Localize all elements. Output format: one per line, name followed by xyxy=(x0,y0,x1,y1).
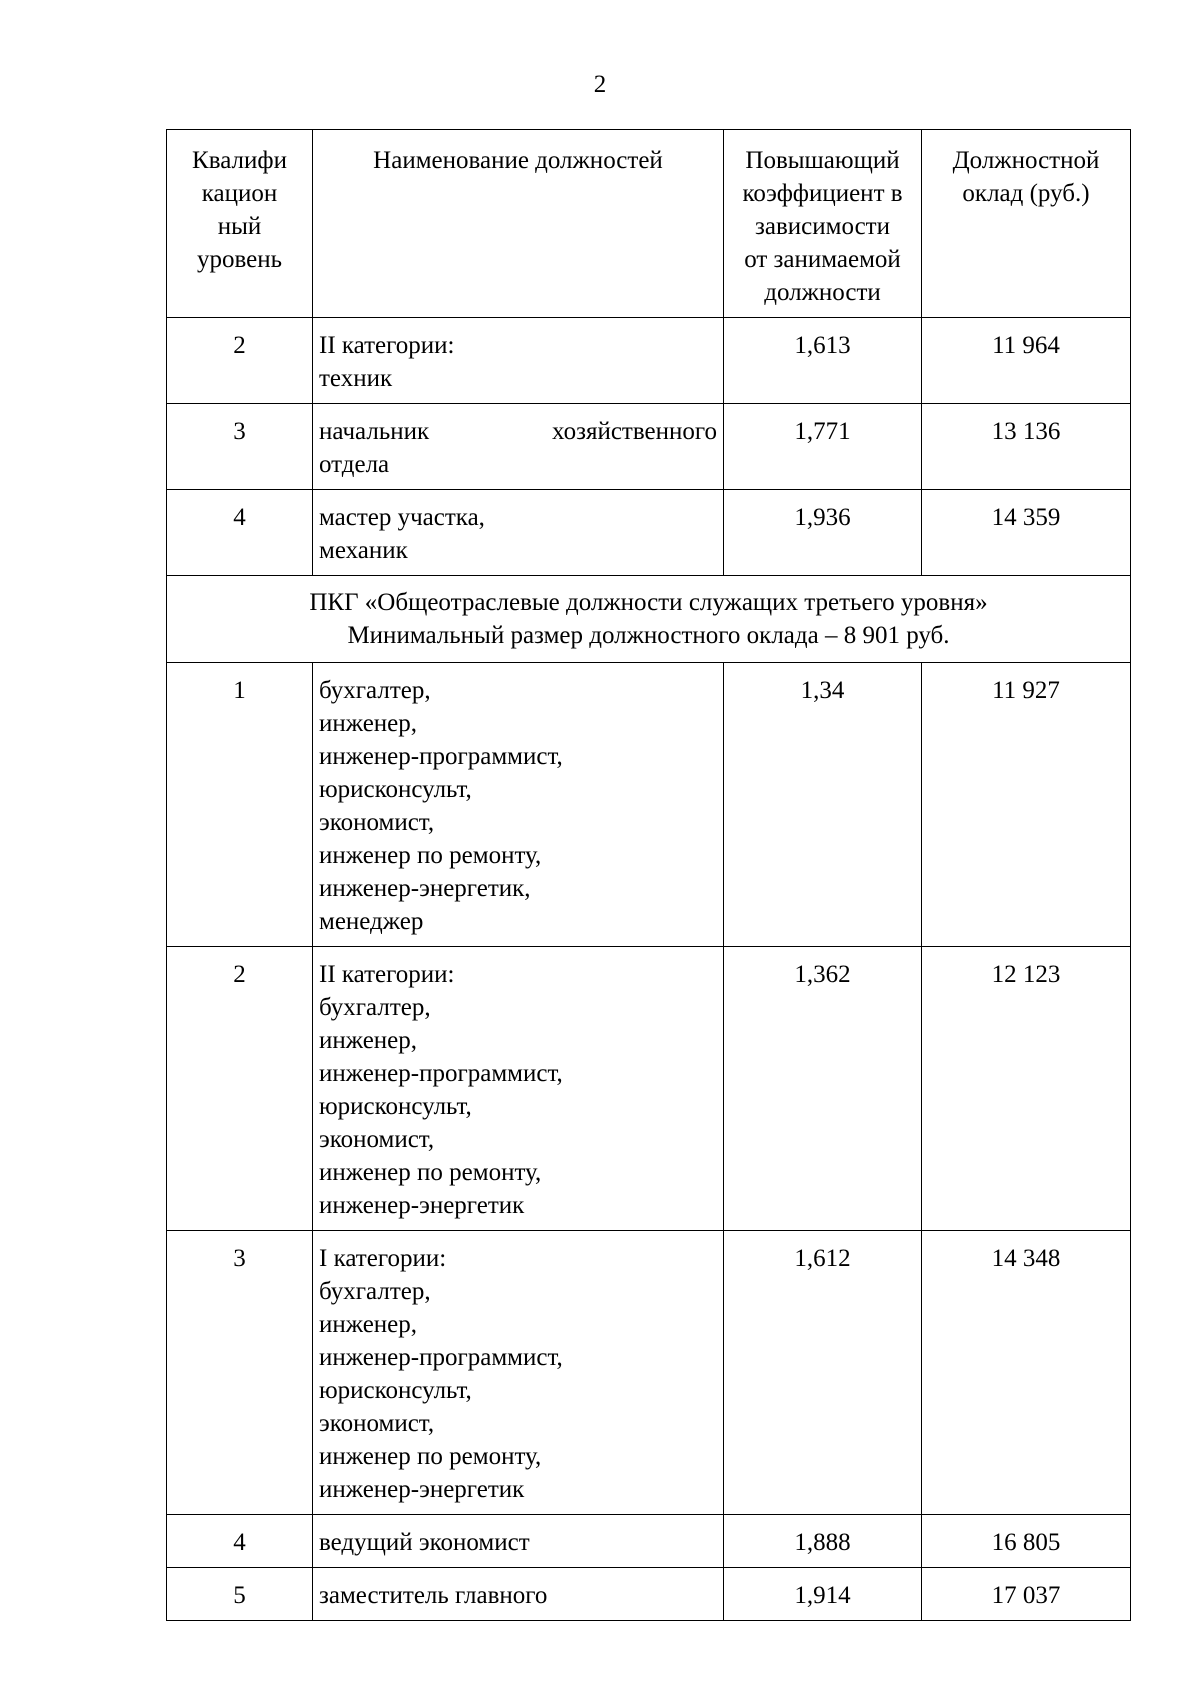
position-line: бухгалтер, xyxy=(319,677,431,704)
position-line: II категории: xyxy=(319,961,455,988)
section-subtitle: Минимальный размер должностного оклада – 8 901 руб. xyxy=(347,622,950,649)
position-line: инженер по ремонту, xyxy=(319,842,542,869)
coefficient-cell: 1,888 xyxy=(724,1515,922,1568)
position-cell xyxy=(313,490,724,576)
section-heading xyxy=(167,576,1131,663)
position-line: инженер-энергетик xyxy=(319,1476,525,1503)
position-line: инженер-программист, xyxy=(319,743,563,770)
table-header-row xyxy=(167,130,1131,318)
level-cell: 3 xyxy=(167,404,313,490)
position-line: I категории: xyxy=(319,1245,447,1272)
table-row xyxy=(167,663,1131,947)
position-line: инженер, xyxy=(319,1027,418,1054)
position-cell xyxy=(313,404,724,490)
table-row xyxy=(167,1568,1131,1621)
coefficient-cell: 1,613 xyxy=(724,318,922,404)
level-cell: 4 xyxy=(167,490,313,576)
header-coefficient-line: Повышающий xyxy=(745,147,900,174)
header-coefficient-line: коэффициент в xyxy=(742,180,903,207)
salary-cell: 12 123 xyxy=(922,947,1131,1231)
header-level-line: Квалифи xyxy=(192,147,287,174)
position-line: инженер-энергетик xyxy=(319,1192,525,1219)
salary-table xyxy=(166,129,1131,1621)
page-number: 2 xyxy=(593,71,607,98)
section-row xyxy=(167,576,1131,663)
coefficient-cell: 1,936 xyxy=(724,490,922,576)
level-cell: 5 xyxy=(167,1568,313,1621)
level-cell: 2 xyxy=(167,947,313,1231)
position-line: юрисконсульт, xyxy=(319,1377,472,1404)
header-position xyxy=(313,130,724,318)
position-cell xyxy=(313,947,724,1231)
position-line: инженер по ремонту, xyxy=(319,1443,542,1470)
position-cell xyxy=(313,318,724,404)
header-coefficient-line: зависимости xyxy=(755,213,890,240)
position-line: инженер, xyxy=(319,1311,418,1338)
coefficient-cell: 1,612 xyxy=(724,1231,922,1515)
header-level-line: кацион xyxy=(201,180,278,207)
salary-cell: 16 805 xyxy=(922,1515,1131,1568)
level-cell: 4 xyxy=(167,1515,313,1568)
table-row xyxy=(167,404,1131,490)
position-line: экономист, xyxy=(319,1410,435,1437)
position-line: ведущий экономист xyxy=(319,1529,530,1556)
position-line: инженер по ремонту, xyxy=(319,1159,542,1186)
salary-cell: 14 348 xyxy=(922,1231,1131,1515)
salary-cell: 11 964 xyxy=(922,318,1131,404)
coefficient-cell: 1,34 xyxy=(724,663,922,947)
position-line: инженер-энергетик, xyxy=(319,875,531,902)
position-line: юрисконсульт, xyxy=(319,776,472,803)
position-line: экономист, xyxy=(319,809,435,836)
salary-cell: 17 037 xyxy=(922,1568,1131,1621)
position-line: II категории: xyxy=(319,332,455,359)
header-level-line: уровень xyxy=(196,246,283,273)
position-line: бухгалтер, xyxy=(319,994,431,1021)
level-cell: 3 xyxy=(167,1231,313,1515)
position-cell xyxy=(313,1568,724,1621)
header-salary xyxy=(922,130,1131,318)
salary-cell: 13 136 xyxy=(922,404,1131,490)
table-row xyxy=(167,318,1131,404)
position-line: мастер участка, xyxy=(319,504,485,531)
header-coefficient xyxy=(724,130,922,318)
position-line: менеджер xyxy=(319,908,424,935)
table-row xyxy=(167,947,1131,1231)
table-row xyxy=(167,1515,1131,1568)
position-cell xyxy=(313,1231,724,1515)
level-cell: 2 xyxy=(167,318,313,404)
position-line: юрисконсульт, xyxy=(319,1093,472,1120)
position-line: заместитель главного xyxy=(319,1582,548,1609)
header-coefficient-line: должности xyxy=(764,279,881,306)
header-salary-line: Должностной xyxy=(952,147,1100,174)
position-line: инженер, xyxy=(319,710,418,737)
header-position-line: Наименование должностей xyxy=(373,147,663,174)
header-salary-line: оклад (руб.) xyxy=(962,180,1090,207)
coefficient-cell: 1,362 xyxy=(724,947,922,1231)
position-line: начальник хозяйственного xyxy=(319,418,717,445)
table-row xyxy=(167,1231,1131,1515)
position-cell xyxy=(313,1515,724,1568)
position-line: отдела xyxy=(319,451,390,478)
salary-cell: 11 927 xyxy=(922,663,1131,947)
coefficient-cell: 1,771 xyxy=(724,404,922,490)
table-row xyxy=(167,490,1131,576)
level-cell: 1 xyxy=(167,663,313,947)
position-line: инженер-программист, xyxy=(319,1060,563,1087)
position-line: бухгалтер, xyxy=(319,1278,431,1305)
position-line: техник xyxy=(319,365,393,392)
header-coefficient-line: от занимаемой xyxy=(744,246,901,273)
salary-cell: 14 359 xyxy=(922,490,1131,576)
position-line: инженер-программист, xyxy=(319,1344,563,1371)
header-level xyxy=(167,130,313,318)
header-level-line: ный xyxy=(217,213,262,240)
position-line: экономист, xyxy=(319,1126,435,1153)
section-title: ПКГ «Общеотраслевые должности служащих третьего уровня» xyxy=(309,589,988,616)
position-cell xyxy=(313,663,724,947)
position-line: механик xyxy=(319,537,408,564)
coefficient-cell: 1,914 xyxy=(724,1568,922,1621)
